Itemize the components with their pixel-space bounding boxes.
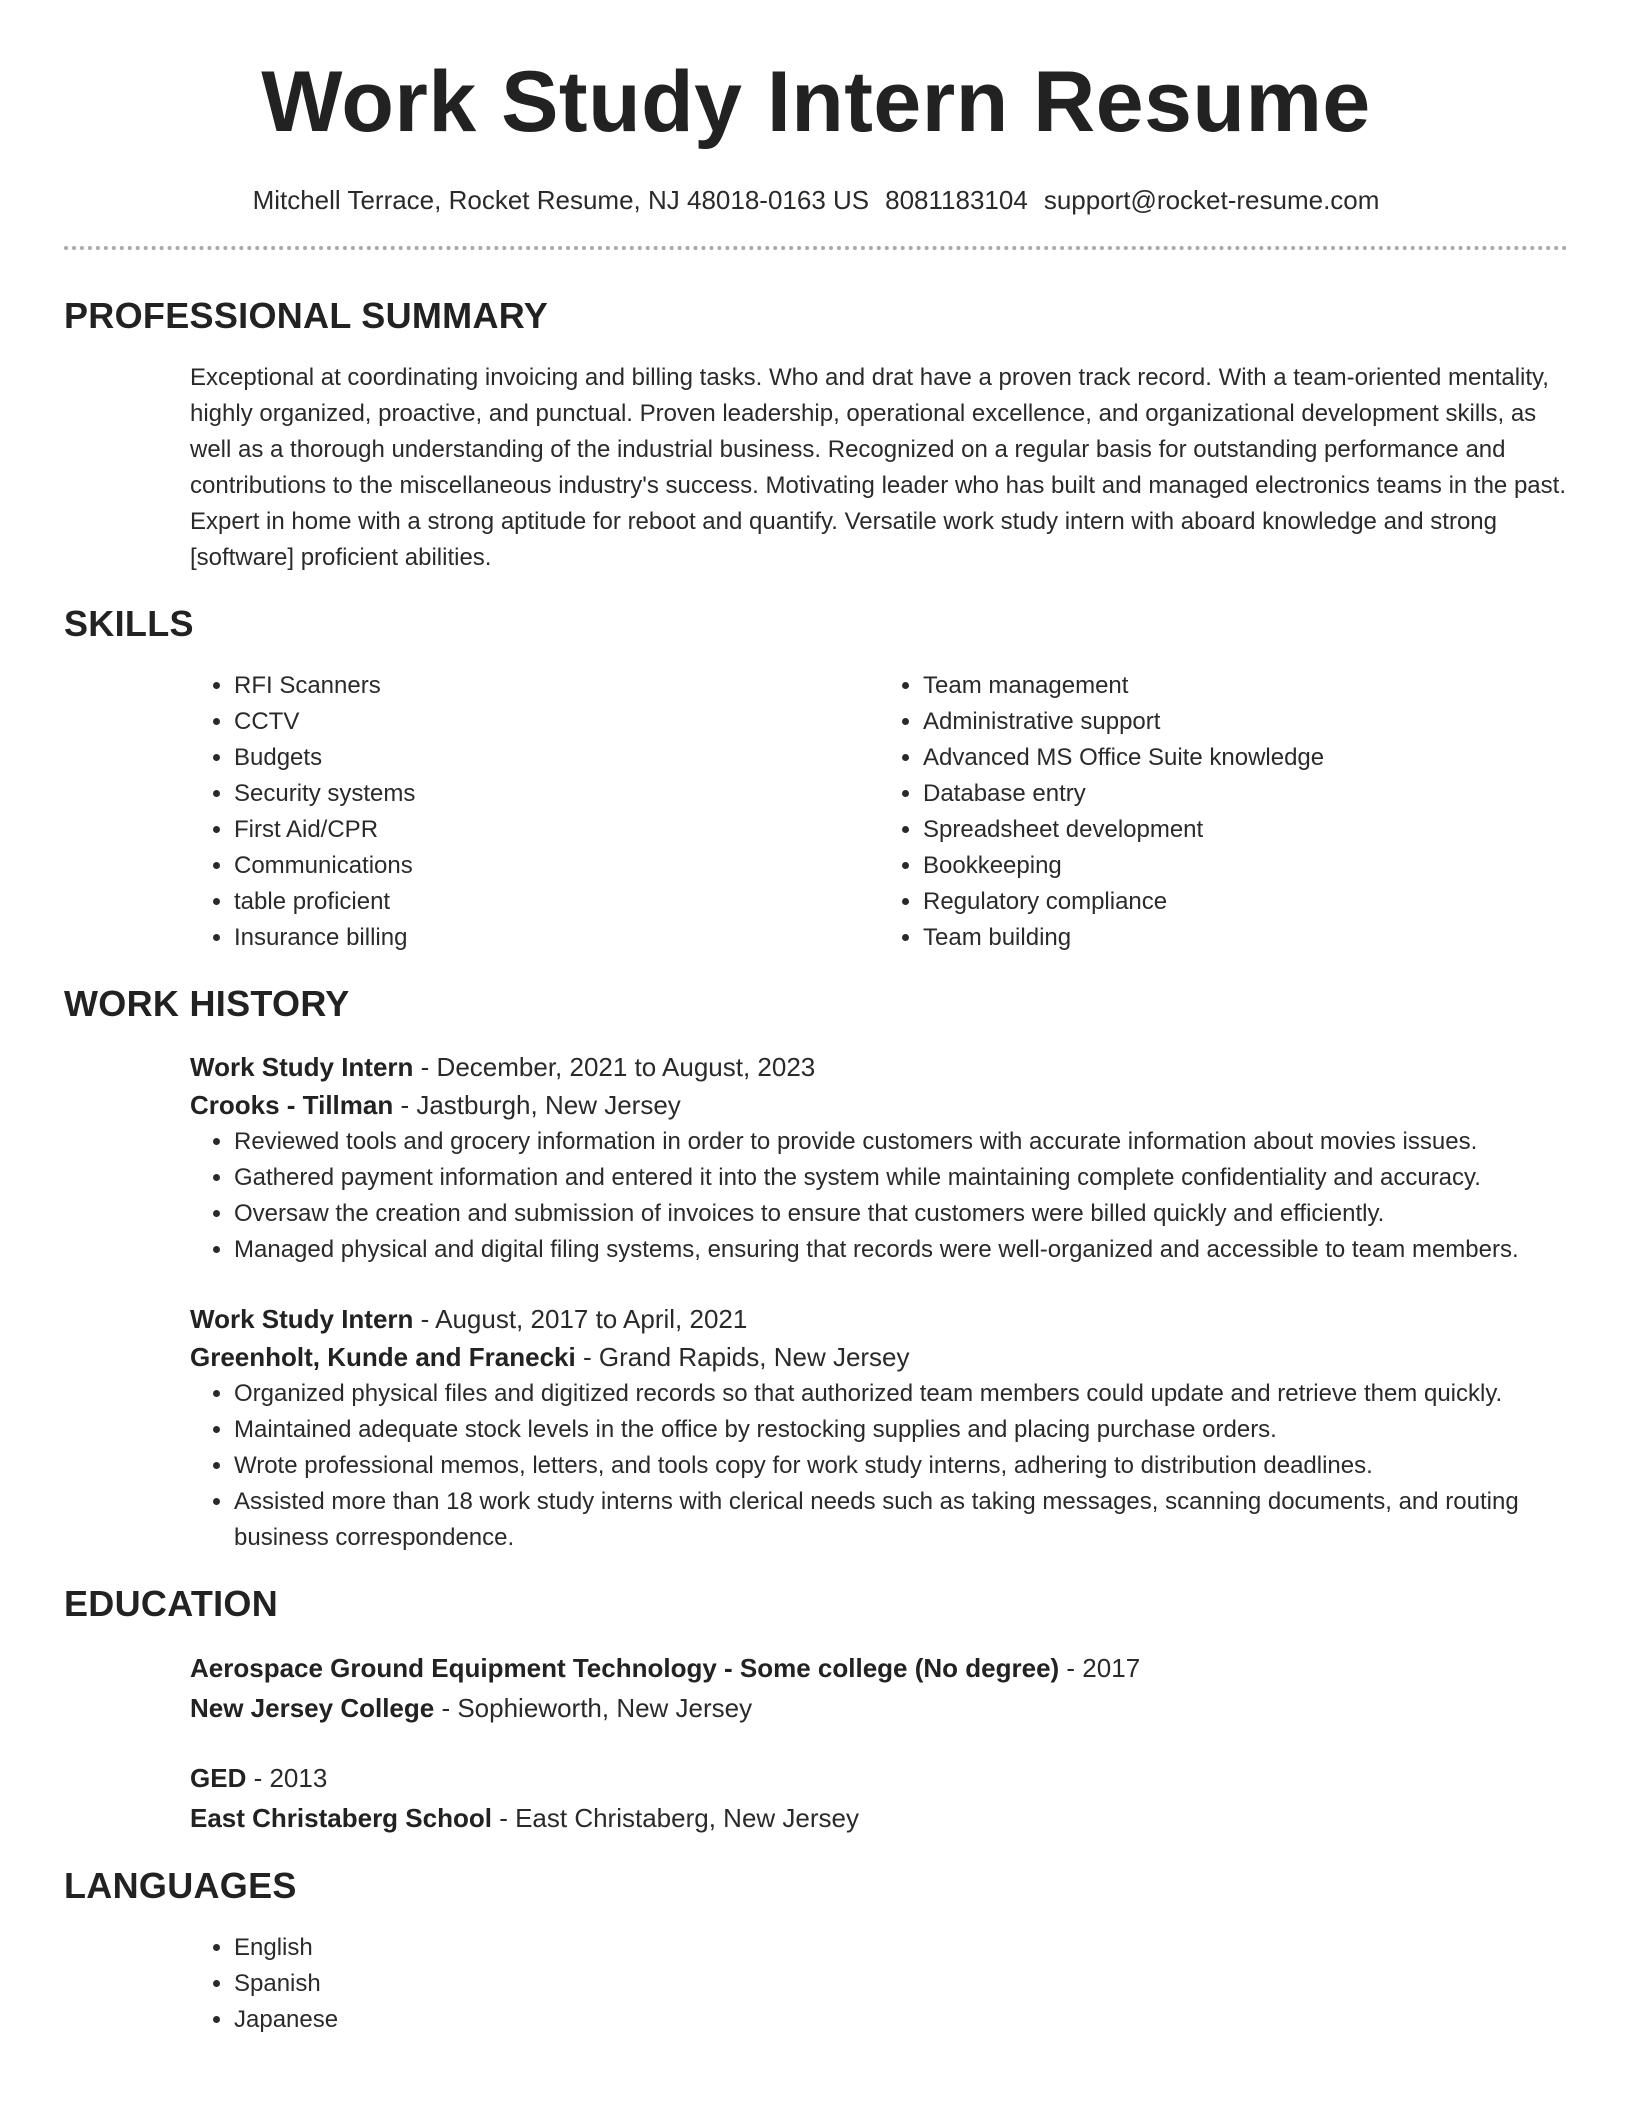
skills-grid bbox=[190, 668, 1568, 956]
job-location: - Grand Rapids, New Jersey bbox=[575, 1342, 910, 1372]
education-degree: GED bbox=[190, 1763, 247, 1793]
education-school: East Christaberg School bbox=[190, 1803, 492, 1833]
job-bullet: • Oversaw the creation and submission of invoices to ensure that customers were billed quickly and efficiently. bbox=[234, 1196, 1568, 1232]
work-section bbox=[64, 982, 1568, 1556]
contact-address: Mitchell Terrace, Rocket Resume, NJ 48018-0163 US bbox=[252, 185, 870, 215]
skills-list-right bbox=[879, 668, 1568, 956]
languages-list bbox=[190, 1930, 1568, 2038]
skill-item: • Bookkeeping bbox=[923, 848, 1568, 884]
skill-item: • table proficient bbox=[234, 884, 879, 920]
languages-section bbox=[64, 1864, 1568, 2038]
job-bullet: • Managed physical and digital filing systems, ensuring that records were well-organized and accessible to team members. bbox=[234, 1232, 1568, 1268]
job-location: - Jastburgh, New Jersey bbox=[393, 1090, 681, 1120]
job-company: Greenholt, Kunde and Franecki bbox=[190, 1342, 576, 1372]
job-entry bbox=[190, 1300, 1568, 1556]
language-item: • Spanish bbox=[234, 1966, 1568, 2002]
education-year: - 2017 bbox=[1059, 1653, 1141, 1683]
skill-item: • Insurance billing bbox=[234, 920, 879, 956]
education-heading: EDUCATION bbox=[64, 1583, 279, 1624]
education-location: - East Christaberg, New Jersey bbox=[491, 1803, 859, 1833]
language-item: • Japanese bbox=[234, 2002, 1568, 2038]
skill-item: • Budgets bbox=[234, 740, 879, 776]
skills-heading: SKILLS bbox=[64, 603, 194, 644]
job-company: Crooks - Tillman bbox=[190, 1090, 394, 1120]
job-bullet: • Assisted more than 18 work study interns with clerical needs such as taking messages, scanning documents, and routing business correspondence. bbox=[234, 1484, 1568, 1556]
languages-heading: LANGUAGES bbox=[64, 1865, 297, 1906]
job-dates: - December, 2021 to August, 2023 bbox=[413, 1052, 816, 1082]
summary-text: Exceptional at coordinating invoicing and billing tasks. Who and drat have a proven track record. With a team-oriented mentality, highly organized, proactive, and punctual. Proven leadership, operational excellence, and organizational development skills, as well as a thorough understanding of the industrial business. Recognized on a regular basis for outstanding performance and contributions to the miscellaneous industry's success. Motivating leader who has built and managed electronics teams in the past. Expert in home with a strong aptitude for reboot and quantify. Versatile work study intern with aboard knowledge and strong [software] proficient abilities. bbox=[190, 364, 1566, 571]
education-school: New Jersey College bbox=[190, 1693, 435, 1723]
skill-item: • Database entry bbox=[923, 776, 1568, 812]
summary-heading: PROFESSIONAL SUMMARY bbox=[64, 295, 549, 336]
education-entry bbox=[190, 1758, 1568, 1838]
job-bullets bbox=[190, 1124, 1568, 1268]
skill-item: • First Aid/CPR bbox=[234, 812, 879, 848]
contact-email: support@rocket-resume.com bbox=[1043, 185, 1380, 215]
contact-phone: 8081183104 bbox=[885, 185, 1028, 215]
skills-section bbox=[64, 602, 1568, 956]
education-section bbox=[64, 1582, 1568, 1838]
education-year: - 2013 bbox=[246, 1763, 328, 1793]
job-title-line bbox=[190, 1300, 1568, 1338]
job-title: Work Study Intern bbox=[190, 1304, 414, 1334]
skill-item: • Team management bbox=[923, 668, 1568, 704]
job-bullets bbox=[190, 1376, 1568, 1556]
job-company-line bbox=[190, 1086, 1568, 1124]
skill-item: • Regulatory compliance bbox=[923, 884, 1568, 920]
job-bullet: • Reviewed tools and grocery information in order to provide customers with accurate information about movies issues. bbox=[234, 1124, 1568, 1160]
skill-item: • Security systems bbox=[234, 776, 879, 812]
skill-item: • Administrative support bbox=[923, 704, 1568, 740]
education-school-line bbox=[190, 1798, 1568, 1838]
job-bullet: • Wrote professional memos, letters, and tools copy for work study interns, adhering to distribution deadlines. bbox=[234, 1448, 1568, 1484]
job-title: Work Study Intern bbox=[190, 1052, 414, 1082]
job-entry bbox=[190, 1048, 1568, 1268]
education-school-line bbox=[190, 1688, 1568, 1728]
skill-item: • Advanced MS Office Suite knowledge bbox=[923, 740, 1568, 776]
skill-item: • Communications bbox=[234, 848, 879, 884]
work-heading: WORK HISTORY bbox=[64, 983, 350, 1024]
skills-list-left bbox=[190, 668, 879, 956]
skill-item: • Team building bbox=[923, 920, 1568, 956]
job-title-line bbox=[190, 1048, 1568, 1086]
education-entry bbox=[190, 1648, 1568, 1728]
skill-item: • CCTV bbox=[234, 704, 879, 740]
summary-section bbox=[64, 294, 1568, 576]
skill-item: • RFI Scanners bbox=[234, 668, 879, 704]
education-location: - Sophieworth, New Jersey bbox=[434, 1693, 753, 1723]
education-degree-line bbox=[190, 1758, 1568, 1798]
contact-line bbox=[64, 182, 1568, 218]
job-bullet: • Organized physical files and digitized records so that authorized team members could update and retrieve them quickly. bbox=[234, 1376, 1568, 1412]
job-company-line bbox=[190, 1338, 1568, 1376]
job-bullet: • Gathered payment information and entered it into the system while maintaining complete confidentiality and accuracy. bbox=[234, 1160, 1568, 1196]
language-item: • English bbox=[234, 1930, 1568, 1966]
header-divider bbox=[64, 246, 1568, 250]
job-bullet: • Maintained adequate stock levels in the office by restocking supplies and placing purchase orders. bbox=[234, 1412, 1568, 1448]
education-degree-line bbox=[190, 1648, 1568, 1688]
job-dates: - August, 2017 to April, 2021 bbox=[413, 1304, 748, 1334]
resume-title: Work Study Intern Resume bbox=[261, 54, 1371, 150]
education-degree: Aerospace Ground Equipment Technology - Some college (No degree) bbox=[190, 1653, 1060, 1683]
skill-item: • Spreadsheet development bbox=[923, 812, 1568, 848]
